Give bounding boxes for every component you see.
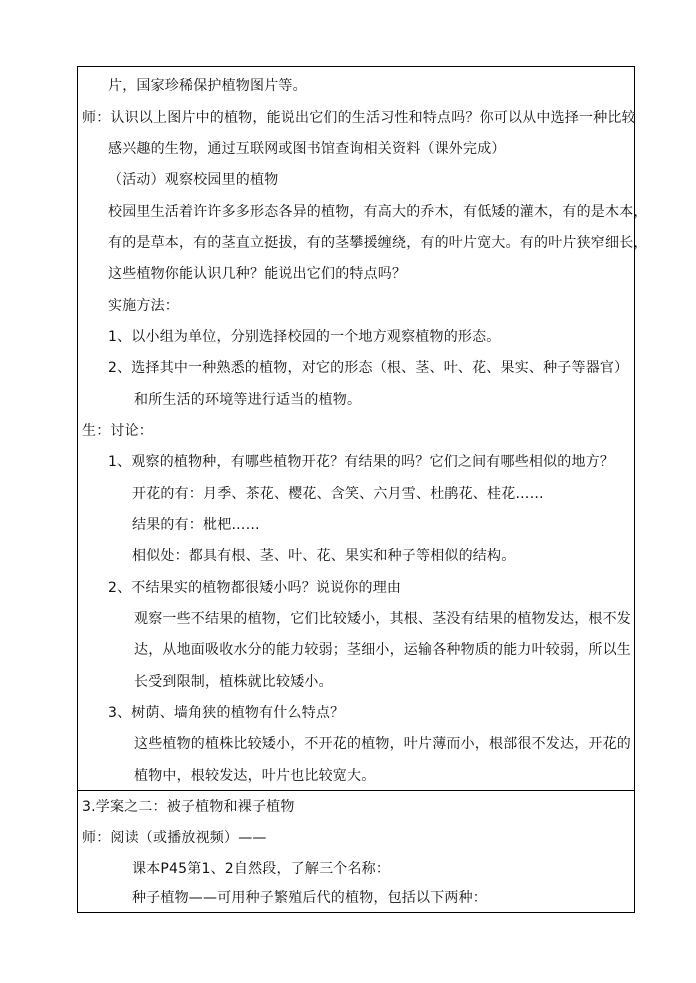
text-line: （活动）观察校园里的植物 xyxy=(108,172,279,188)
section-divider xyxy=(77,790,635,791)
text-line: 植物中，根较发达，叶片也比较宽大。 xyxy=(134,768,376,784)
text-line: 相似处：都具有根、茎、叶、花、果实和种子等相似的结构。 xyxy=(132,548,516,564)
text-line: 1、以小组为单位，分别选择校园的一个地方观察植物的形态。 xyxy=(108,329,501,345)
section-heading: 3.学案之二：被子植物和裸子植物 xyxy=(82,799,295,815)
text-line: 有的是草本，有的茎直立挺拔，有的茎攀援缠绕，有的叶片宽大。有的叶片狭窄细长， xyxy=(108,235,648,251)
text-line: 师：阅读（或播放视频）—— xyxy=(82,830,267,846)
text-line: 生：讨论： xyxy=(82,423,153,439)
text-line: 课本P45第1、2自然段，了解三个名称： xyxy=(132,861,391,877)
text-line: 实施方法： xyxy=(108,298,179,314)
text-line: 观察一些不结果的植物，它们比较矮小，其根、茎没有结果的植物发达，根不发 xyxy=(134,611,631,627)
text-line: 结果的有：枇杷…… xyxy=(132,517,260,533)
text-line: 师：认识以上图片中的植物，能说出它们的生活习性和特点吗？你可以从中选择一种比较 xyxy=(82,110,636,126)
text-line: 种子植物——可用种子繁殖后代的植物，包括以下两种： xyxy=(132,890,487,906)
text-line: 2、不结果实的植物都很矮小吗？说说你的理由 xyxy=(108,580,402,596)
text-line: 3、树荫、墙角狭的植物有什么特点？ xyxy=(108,705,345,721)
text-line: 这些植物的植株比较矮小，不开花的植物，叶片薄而小，根部很不发达，开花的 xyxy=(134,736,631,752)
text-line: 开花的有：月季、茶花、樱花、含笑、六月雪、杜鹃花、桂花…… xyxy=(132,486,544,502)
text-line: 感兴趣的生物，通过互联网或图书馆查询相关资料（课外完成） xyxy=(108,141,506,157)
text-line: 1、观察的植物种，有哪些植物开花？有结果的吗？它们之间有哪些相似的地方？ xyxy=(108,454,615,470)
text-line: 校园里生活着许许多多形态各异的植物，有高大的乔木，有低矮的灌木，有的是木本， xyxy=(108,204,648,220)
text-line: 和所生活的环境等进行适当的植物。 xyxy=(134,392,362,408)
text-line: 这些植物你能认识几种？能说出它们的特点吗？ xyxy=(108,266,407,282)
text-line: 2、选择其中一种熟悉的植物，对它的形态（根、茎、叶、花、果实、种子等器官） xyxy=(108,360,629,376)
text-line: 达，从地面吸收水分的能力较弱；茎细小，运输各种物质的能力叶较弱，所以生 xyxy=(134,642,631,658)
text-line: 片，国家珍稀保护植物图片等。 xyxy=(108,78,307,94)
text-line: 长受到限制，植株就比较矮小。 xyxy=(134,674,333,690)
